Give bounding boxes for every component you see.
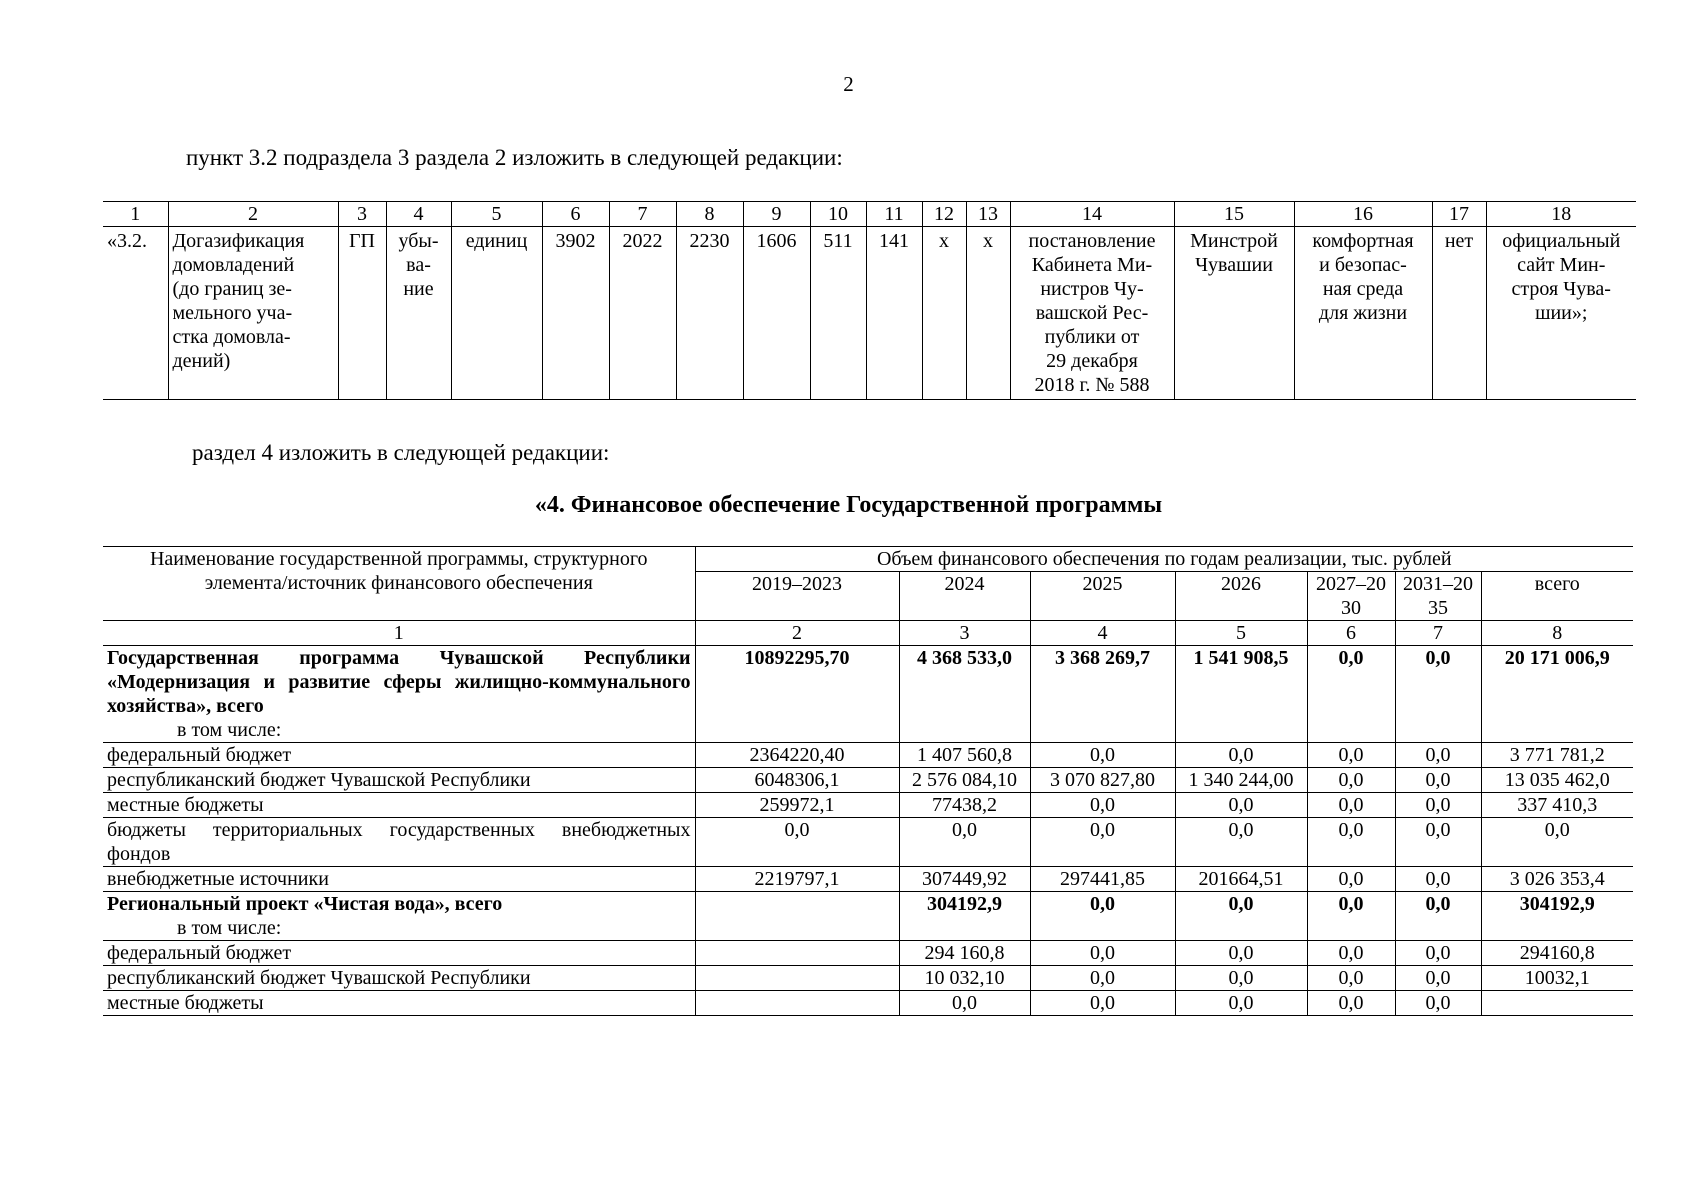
column-number: 1	[103, 202, 168, 227]
value-cell: 10032,1	[1481, 966, 1633, 991]
value-cell: 304192,9	[899, 892, 1030, 941]
table-cell: 2022	[609, 227, 676, 400]
cell-line: постановление	[1028, 230, 1156, 252]
financing-row	[103, 892, 1633, 941]
value-cell: 77438,2	[899, 793, 1030, 818]
row-subtitle: в том числе:	[177, 917, 282, 939]
row-name-text: республиканский бюджет Чувашской Республики	[107, 967, 531, 989]
financing-table	[103, 546, 1633, 1016]
column-number: 6	[1307, 621, 1395, 646]
table-cell: 511	[810, 227, 866, 400]
year-header: 2026	[1175, 572, 1307, 621]
cell-line: (до границ зе-	[172, 278, 292, 300]
financing-row	[103, 768, 1633, 793]
value-cell	[695, 892, 899, 941]
value-cell: 0,0	[1395, 646, 1481, 743]
column-number: 16	[1294, 202, 1432, 227]
value-cell: 0,0	[1175, 818, 1307, 867]
value-cell: 0,0	[1395, 966, 1481, 991]
value-cell: 13 035 462,0	[1481, 768, 1633, 793]
year-header: всего	[1481, 572, 1633, 621]
value-cell: 0,0	[1175, 966, 1307, 991]
value-cell: 0,0	[1307, 991, 1395, 1016]
cell-line: 2018 г. № 588	[1034, 374, 1150, 396]
value-cell: 0,0	[1307, 793, 1395, 818]
value-cell: 0,0	[1175, 892, 1307, 941]
column-number: 15	[1174, 202, 1294, 227]
value-cell: 0,0	[1175, 743, 1307, 768]
column-number: 3	[338, 202, 386, 227]
column-number: 2	[695, 621, 899, 646]
table-cell: х	[966, 227, 1010, 400]
row-name	[103, 646, 695, 743]
header-volume-cell: Объем финансового обеспечения по годам реализации, тыс. рублей	[695, 547, 1633, 572]
value-cell: 0,0	[1307, 966, 1395, 991]
value-cell: 0,0	[1030, 991, 1175, 1016]
value-cell: 10 032,10	[899, 966, 1030, 991]
value-cell: 0,0	[1307, 867, 1395, 892]
column-number: 9	[743, 202, 810, 227]
column-number: 11	[866, 202, 922, 227]
header-name-cell: Наименование государственной программы, структурного элемента/источник финансового обеспечения	[103, 547, 695, 621]
column-number: 7	[1395, 621, 1481, 646]
column-number: 8	[676, 202, 743, 227]
row-name-text: Государственная программа Чувашской Республики «Модернизация и развитие сферы жилищно-коммунального хозяйства», всего	[107, 647, 691, 717]
value-cell: 0,0	[1395, 768, 1481, 793]
value-cell: 2219797,1	[695, 867, 899, 892]
cell-line: Минстрой	[1190, 230, 1278, 252]
row-name-text: бюджеты территориальных государственных внебюджетных фондов	[107, 819, 691, 865]
table-cell: ГП	[338, 227, 386, 400]
value-cell: 0,0	[1030, 818, 1175, 867]
cell-line: Кабинета Ми-	[1031, 254, 1153, 276]
row-name-text: местные бюджеты	[107, 794, 264, 816]
column-number: 3	[899, 621, 1030, 646]
column-number: 13	[966, 202, 1010, 227]
value-cell: 259972,1	[695, 793, 899, 818]
table-cell: нет	[1432, 227, 1486, 400]
row-name	[103, 793, 695, 818]
value-cell: 3 368 269,7	[1030, 646, 1175, 743]
value-cell: 3 771 781,2	[1481, 743, 1633, 768]
row-name-text: республиканский бюджет Чувашской Республики	[107, 769, 531, 791]
year-header: 2027–2030	[1307, 572, 1395, 621]
cell-line: 29 декабря	[1046, 350, 1138, 372]
value-cell: 294 160,8	[899, 941, 1030, 966]
year-header: 2024	[899, 572, 1030, 621]
cell-line: ва-	[406, 254, 431, 276]
financing-row	[103, 818, 1633, 867]
value-cell: 0,0	[1307, 768, 1395, 793]
column-number: 17	[1432, 202, 1486, 227]
indicator-table-header-row	[103, 202, 1636, 227]
column-number: 18	[1486, 202, 1636, 227]
row-name	[103, 768, 695, 793]
indicator-table	[103, 201, 1636, 400]
table-cell	[1294, 227, 1432, 400]
column-number: 2	[168, 202, 338, 227]
table-cell	[386, 227, 451, 400]
value-cell: 0,0	[1175, 793, 1307, 818]
cell-line: официальный	[1502, 230, 1621, 252]
value-cell: 1 541 908,5	[1175, 646, 1307, 743]
value-cell: 297441,85	[1030, 867, 1175, 892]
cell-line: ная среда	[1322, 278, 1404, 300]
cell-line: сайт Мин-	[1517, 254, 1606, 276]
financing-header-row	[103, 547, 1633, 572]
value-cell: 0,0	[1175, 941, 1307, 966]
column-number: 12	[922, 202, 966, 227]
value-cell: 0,0	[1395, 743, 1481, 768]
value-cell: 0,0	[1395, 867, 1481, 892]
financing-row	[103, 743, 1633, 768]
row-name	[103, 743, 695, 768]
column-number: 8	[1481, 621, 1633, 646]
value-cell: 0,0	[1030, 743, 1175, 768]
financing-number-row	[103, 621, 1633, 646]
value-cell: 201664,51	[1175, 867, 1307, 892]
value-cell: 10892295,70	[695, 646, 899, 743]
value-cell: 304192,9	[1481, 892, 1633, 941]
column-number: 7	[609, 202, 676, 227]
value-cell: 0,0	[1030, 966, 1175, 991]
value-cell: 0,0	[1030, 892, 1175, 941]
value-cell: 6048306,1	[695, 768, 899, 793]
value-cell: 4 368 533,0	[899, 646, 1030, 743]
row-name	[103, 818, 695, 867]
table-cell: 141	[866, 227, 922, 400]
table-cell: 2230	[676, 227, 743, 400]
table-cell: х	[922, 227, 966, 400]
value-cell: 294160,8	[1481, 941, 1633, 966]
row-name	[103, 892, 695, 941]
row-name	[103, 966, 695, 991]
cell-line: строя Чува-	[1511, 278, 1611, 300]
value-cell: 0,0	[1030, 941, 1175, 966]
table-cell	[168, 227, 338, 400]
column-number: 5	[1175, 621, 1307, 646]
table-cell: единиц	[451, 227, 542, 400]
indicator-table-row	[103, 227, 1636, 400]
cell-line: для жизни	[1318, 302, 1408, 324]
column-number: 4	[1030, 621, 1175, 646]
value-cell	[695, 991, 899, 1016]
cell-line: вашской Рес-	[1035, 302, 1149, 324]
table-cell: 3902	[542, 227, 609, 400]
cell-line: убы-	[398, 230, 439, 252]
page-number: 2	[843, 72, 854, 96]
value-cell: 2364220,40	[695, 743, 899, 768]
row-name-text: Региональный проект «Чистая вода», всего	[107, 893, 503, 915]
financing-row	[103, 793, 1633, 818]
column-number: 10	[810, 202, 866, 227]
cell-line: публики от	[1044, 326, 1140, 348]
value-cell	[695, 966, 899, 991]
financing-row	[103, 646, 1633, 743]
row-name-text: внебюджетные источники	[107, 868, 329, 890]
value-cell: 0,0	[1307, 941, 1395, 966]
value-cell: 0,0	[695, 818, 899, 867]
value-cell: 0,0	[1481, 818, 1633, 867]
year-header: 2031–2035	[1395, 572, 1481, 621]
value-cell: 0,0	[899, 818, 1030, 867]
table-cell	[1486, 227, 1636, 400]
row-name-text: федеральный бюджет	[107, 942, 292, 964]
value-cell: 0,0	[1307, 646, 1395, 743]
row-name-text: местные бюджеты	[107, 992, 264, 1014]
amendment-text-1: пункт 3.2 подраздела 3 раздела 2 изложить в следующей редакции:	[186, 145, 843, 170]
financing-row	[103, 991, 1633, 1016]
cell-line: и безопас-	[1319, 254, 1407, 276]
year-header: 2025	[1030, 572, 1175, 621]
cell-line: стка домовла-	[172, 326, 291, 348]
value-cell: 0,0	[1395, 941, 1481, 966]
value-cell: 0,0	[1307, 892, 1395, 941]
amendment-text-2: раздел 4 изложить в следующей редакции:	[192, 440, 610, 465]
year-header: 2019–2023	[695, 572, 899, 621]
value-cell: 1 340 244,00	[1175, 768, 1307, 793]
column-number: 1	[103, 621, 695, 646]
value-cell: 337 410,3	[1481, 793, 1633, 818]
value-cell	[1481, 991, 1633, 1016]
cell-line: нистров Чу-	[1040, 278, 1144, 300]
value-cell: 1 407 560,8	[899, 743, 1030, 768]
row-name-text: федеральный бюджет	[107, 744, 292, 766]
value-cell: 3 070 827,80	[1030, 768, 1175, 793]
table-cell: «3.2.	[103, 227, 168, 400]
cell-line: Чувашии	[1195, 254, 1273, 276]
value-cell: 307449,92	[899, 867, 1030, 892]
value-cell: 20 171 006,9	[1481, 646, 1633, 743]
cell-line: ние	[403, 278, 434, 300]
financing-row	[103, 867, 1633, 892]
financing-row	[103, 941, 1633, 966]
cell-line: дений)	[172, 350, 231, 372]
value-cell: 0,0	[1395, 892, 1481, 941]
value-cell: 0,0	[1395, 793, 1481, 818]
value-cell: 0,0	[1395, 818, 1481, 867]
row-name	[103, 941, 695, 966]
column-number: 14	[1010, 202, 1174, 227]
value-cell: 3 026 353,4	[1481, 867, 1633, 892]
value-cell: 2 576 084,10	[899, 768, 1030, 793]
table-cell: 1606	[743, 227, 810, 400]
value-cell: 0,0	[1030, 793, 1175, 818]
column-number: 6	[542, 202, 609, 227]
table-cell	[1174, 227, 1294, 400]
cell-line: шии»;	[1535, 302, 1588, 324]
value-cell: 0,0	[1175, 991, 1307, 1016]
row-subtitle: в том числе:	[177, 719, 282, 741]
row-name	[103, 991, 695, 1016]
value-cell	[695, 941, 899, 966]
cell-line: домовладений	[172, 254, 295, 276]
section-title: «4. Финансовое обеспечение Государственной программы	[534, 492, 1163, 518]
cell-line: комфортная	[1312, 230, 1414, 252]
cell-line: Догазификация	[172, 230, 305, 252]
financing-row	[103, 966, 1633, 991]
column-number: 5	[451, 202, 542, 227]
row-name	[103, 867, 695, 892]
value-cell: 0,0	[899, 991, 1030, 1016]
value-cell: 0,0	[1307, 743, 1395, 768]
table-cell	[1010, 227, 1174, 400]
value-cell: 0,0	[1307, 818, 1395, 867]
column-number: 4	[386, 202, 451, 227]
value-cell: 0,0	[1395, 991, 1481, 1016]
cell-line: мельного уча-	[172, 302, 293, 324]
